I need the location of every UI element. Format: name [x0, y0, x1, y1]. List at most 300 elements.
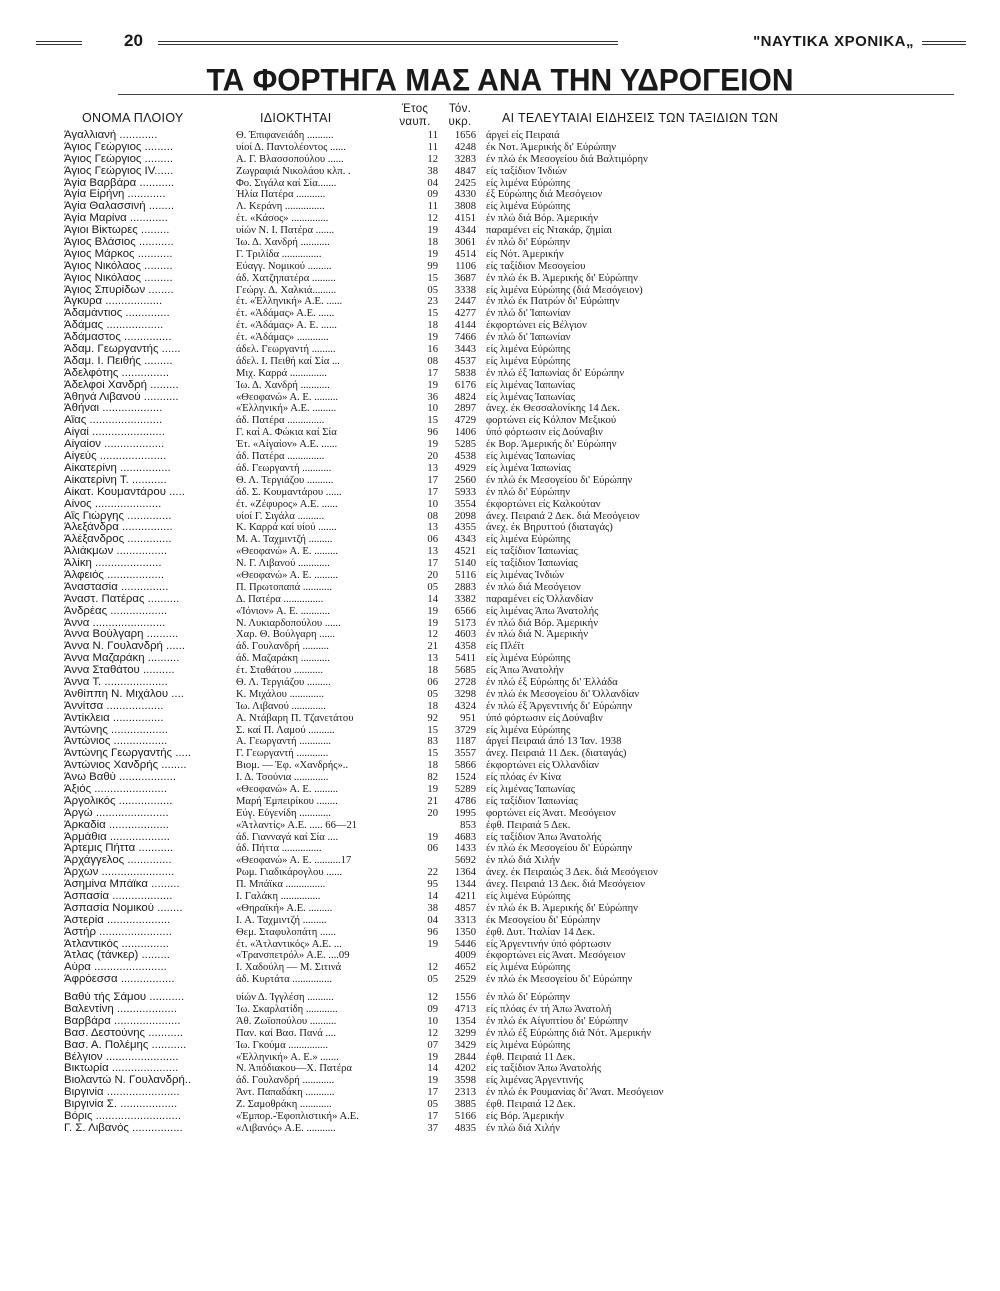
voyage-news: είς λιμένας Άργεντινής: [486, 1075, 584, 1087]
table-row: [0, 713, 1000, 725]
year-built: 15: [427, 415, 438, 427]
table-row: [0, 427, 1000, 439]
year-built: 14: [427, 891, 438, 902]
table-row: [0, 273, 1000, 285]
page-title: ΤΑ ΦΟΡΤΗΓΑ ΜΑΣ ΑΝΑ ΤΗΝ ΥΔΡΟΓΕΙΟΝ: [206, 63, 794, 98]
owners: υίών Ν. Ι. Πατέρα .......: [236, 225, 335, 237]
ship-name: Άντώνιος Χανδρής ........: [64, 760, 187, 772]
ship-name: Άγιος Γεώργιος IV......: [64, 165, 174, 177]
voyage-news: έν πλώ έκ Μεσογείου δι' Εύρώπην: [486, 843, 633, 855]
voyage-news: έν πλώ διά Μεσόγειον: [486, 581, 581, 593]
ship-name: Άρχάγγελος ..............: [64, 855, 172, 867]
voyage-news: έν πλώ έκ Μεσογείου δι' Εύρώπην: [486, 974, 633, 986]
header-rule-middle: [158, 41, 618, 45]
table-row: [0, 1016, 1000, 1028]
year-built: 19: [427, 332, 438, 344]
ship-name: Βιργινία .......................: [64, 1087, 180, 1099]
owners: «Έλληνική» Α.Ε. .........: [236, 403, 337, 415]
ship-name: Άγιος Νικόλαος .........: [64, 272, 173, 284]
table-row: [0, 380, 1000, 392]
voyage-news: έν πλώ διά Χιλήν: [486, 855, 560, 867]
ship-name: Άσπασία ...................: [64, 891, 173, 902]
year-built: 82: [427, 772, 438, 784]
owners: Παν. καί Βασ. Πανά ....: [236, 1027, 336, 1039]
ship-name: Άννα Τ. ....................: [64, 676, 168, 688]
owners: Π. Μπάϊκα ...............: [236, 879, 326, 891]
ship-name: Άστερία ....................: [64, 914, 171, 926]
tonnage: 4343: [454, 534, 476, 546]
year-built: 14: [427, 1063, 438, 1075]
tonnage: 951: [460, 712, 476, 724]
voyage-news: έν πλώ έκ Β. Άμερικής δι' Εύρώπην: [486, 272, 638, 284]
table-row: [0, 992, 1000, 1004]
ship-name: Άγιος Σπυρίδων ........: [64, 284, 174, 296]
owners: Χαρ. Θ. Βούλγαρη ......: [236, 629, 336, 641]
year-built: 13: [427, 522, 438, 534]
ship-name: Άδαμ. Γεωργαντής ......: [64, 344, 181, 356]
table-row: [0, 201, 1000, 213]
owners: «Λιβανός» Α.Ε. ...........: [236, 1122, 336, 1134]
voyage-news: έν πλώ δι' Ίαπωνίαν: [486, 332, 571, 344]
year-built: 19: [427, 938, 438, 950]
owners: «Τρανσπετρόλ» Α.Ε. ....09: [236, 950, 350, 962]
owners: Κ. Καρρά καί υίού .......: [236, 522, 337, 534]
voyage-news: έν πλώ δι' Εύρώπην: [486, 486, 571, 498]
year-built: 17: [427, 367, 438, 379]
ship-name: Άλφειός ..................: [64, 569, 165, 581]
tonnage: 4344: [454, 225, 476, 237]
voyage-news: είς Βόρ. Άμερικήν: [486, 1111, 565, 1123]
owners: άδ. Πατέρα ..............: [236, 415, 325, 427]
tonnage: 3808: [454, 201, 476, 213]
table-row: [0, 1087, 1000, 1099]
voyage-news: έν πλώ δι' Εύρώπην: [486, 237, 571, 249]
year-built: 95: [427, 879, 438, 891]
ship-name: Άργώ .......................: [64, 807, 169, 819]
year-built: 19: [427, 439, 438, 451]
table-row: [0, 950, 1000, 962]
year-built: 08: [427, 510, 438, 522]
table-row: [0, 344, 1000, 356]
table-row: [0, 356, 1000, 368]
voyage-news: άνεχ. έκ Πειραιώς 3 Δεκ. διά Μεσόγειον: [486, 867, 658, 879]
voyage-news: έν πλώ διά Ν. Άμερικήν: [486, 629, 588, 641]
table-row: [0, 629, 1000, 641]
tonnage: 1556: [454, 992, 476, 1004]
tonnage: 5933: [454, 486, 476, 498]
year-built: 09: [427, 189, 438, 201]
year-built: 19: [427, 225, 438, 237]
owners: άδελ. Γεωργαντή .........: [236, 344, 336, 356]
table-row: [0, 439, 1000, 451]
voyage-news: είς Άπω Άνατολήν: [486, 665, 564, 677]
table-row: [0, 725, 1000, 737]
year-built: 17: [427, 558, 438, 570]
voyage-news: έκ Βορ. Άμερικής δι' Εύρώπην: [486, 439, 617, 451]
ship-name: Αΐας .......................: [64, 415, 163, 427]
owners: Γεώργ. Δ. Χαλκιά.........: [236, 284, 337, 296]
tonnage: 4324: [454, 700, 476, 712]
tonnage: 5692: [454, 855, 476, 867]
year-built: 15: [427, 724, 438, 736]
owners: έτ. «Άδάμας» ............: [236, 332, 329, 344]
tonnage: 4355: [454, 522, 476, 534]
tonnage: 5838: [454, 367, 476, 379]
table-row: [0, 653, 1000, 665]
ship-name: Άγκυρα ..................: [64, 296, 163, 308]
tonnage: 1187: [455, 736, 476, 748]
tonnage: 2728: [454, 676, 476, 688]
ship-name: Αίνος .....................: [64, 498, 162, 510]
ship-name: Άστήρ .......................: [64, 926, 172, 938]
year-built: 19: [427, 1051, 438, 1063]
tonnage: 1354: [454, 1015, 476, 1027]
voyage-news: άνεχ. έκ Θεσσαλονίκης 14 Δεκ.: [486, 403, 620, 415]
owners: «Θεοφανώ» Α. Ε. .........: [236, 546, 339, 558]
year-built: 92: [427, 712, 438, 724]
year-built: 96: [427, 926, 438, 938]
table-row: [0, 225, 1000, 237]
ship-name: Αΐς Γιώργης ..............: [64, 510, 172, 522]
column-header-year-line2: ναυπ.: [399, 116, 431, 128]
owners: «Θηραϊκή» Α.Ε. .........: [236, 902, 333, 914]
year-built: 18: [427, 237, 438, 249]
voyage-news: έν πλώ έξ Εύρώπης διά Νότ. Άμερικήν: [486, 1027, 652, 1039]
owners: Άθ. Ζωϊοπούλου ..........: [236, 1015, 337, 1027]
ship-name: Αίγαί .......................: [64, 427, 165, 439]
tonnage: 6566: [454, 605, 476, 617]
owners: Άντ. Παπαδάκη ...........: [236, 1087, 335, 1099]
voyage-news: έν πλώ έκ Μεσογείου διά Βαλτιμόρην: [486, 153, 648, 165]
owners: Α. Γ. Βλασσοπούλου ......: [236, 153, 344, 165]
ship-name: Άλίκη .....................: [64, 558, 162, 570]
tonnage: 1364: [454, 867, 476, 879]
owners: Γ. Τριλίδα ...............: [236, 248, 322, 260]
table-row: [0, 867, 1000, 879]
owners: Ίω. Γκούμα ...............: [236, 1039, 329, 1051]
voyage-news: είς ταξίδιον Άπω Άνατολής: [486, 831, 602, 843]
tonnage: 4713: [454, 1004, 476, 1016]
owners: Ι. Γαλάκη ...............: [236, 891, 321, 902]
owners: Μαρή Έμπειρίκου ........: [236, 795, 338, 807]
year-built: 11: [427, 130, 438, 141]
voyage-news: έφθ. Πειραιά 12 Δεκ.: [486, 1099, 576, 1111]
voyage-news: είς ταξίδιον Μεσογείου: [486, 260, 586, 272]
voyage-news: έν πλώ έκ Μεσογείου δι' Όλλανδίαν: [486, 688, 640, 700]
table-row: [0, 511, 1000, 523]
tonnage: 5140: [454, 558, 476, 570]
tonnage: 1344: [454, 879, 476, 891]
owners: Λ. Κεράνη ...............: [236, 201, 325, 213]
table-row: [0, 166, 1000, 178]
voyage-news: έκ Νοτ. Άμερικής δι' Εύρώπην: [486, 141, 617, 153]
tonnage: 4009: [454, 950, 476, 962]
table-row: [0, 475, 1000, 487]
tonnage: 3443: [454, 344, 476, 356]
owners: «Θεοφανώ» Α. Ε. .........: [236, 783, 339, 795]
owners: Εύαγγ. Νομικού .........: [236, 260, 332, 272]
year-built: 07: [427, 1039, 438, 1051]
tonnage: 3554: [454, 498, 476, 510]
table-row: [0, 249, 1000, 261]
voyage-news: έν πλώ έξ Άργεντινής δι' Εύρώπην: [486, 700, 633, 712]
tonnage: 4151: [454, 213, 476, 225]
table-row: [0, 308, 1000, 320]
table-row: [0, 974, 1000, 986]
tonnage: 4824: [454, 391, 476, 403]
ship-name: Βικτωρία .....................: [64, 1063, 179, 1075]
tonnage: 2425: [454, 177, 476, 189]
ship-name: Αίγαίον ...................: [64, 439, 165, 451]
ship-name: Άθηνά Λιβανού ...........: [64, 391, 179, 403]
voyage-news: έν πλώ έκ Μεσογείου δι' Εύρώπην: [486, 474, 633, 486]
ship-name: Άξιός .......................: [64, 783, 168, 795]
owners: άδ. Πατέρα ..............: [236, 451, 325, 463]
voyage-news: είς πλόας έν τή Άπω Άνατολή: [486, 1004, 612, 1016]
owners: άδ. Γουλανδρή ..........: [236, 641, 329, 653]
tonnage: 4683: [454, 831, 476, 843]
year-built: 12: [427, 213, 438, 225]
ship-name: Άννα Σταθάτου ..........: [64, 665, 175, 677]
table-row: [0, 189, 1000, 201]
year-built: 83: [427, 736, 438, 748]
table-row: [0, 522, 1000, 534]
table-row: [0, 142, 1000, 154]
owners: Α. Ντάβαρη Π. Τζανετάτου: [236, 712, 354, 724]
table-row: [0, 463, 1000, 475]
owners: Δ. Πατέρα ...............: [236, 593, 324, 605]
year-built: 15: [427, 272, 438, 284]
tonnage: 3313: [454, 914, 476, 926]
owners: Ν. Λυκιαρδοπούλου ......: [236, 617, 341, 629]
table-row: [0, 178, 1000, 190]
table-row: [0, 499, 1000, 511]
ship-name: Αίκατερίνη Τ. ...........: [64, 474, 167, 486]
table-row: [0, 332, 1000, 344]
owners: έτ. «Άδάμας» Α. Ε. ......: [236, 320, 337, 332]
tonnage: 4514: [454, 248, 476, 260]
year-built: 20: [427, 569, 438, 581]
year-built: 12: [427, 992, 438, 1004]
year-built: 17: [427, 474, 438, 486]
year-built: 96: [427, 427, 438, 439]
owners: Ίω. Σκαρλατίδη ............: [236, 1004, 338, 1016]
ship-name: Άτλας (τάνκερ) .........: [64, 950, 170, 962]
voyage-news: έκφορτώνει είς Καλκούταν: [486, 498, 601, 510]
table-row: [0, 451, 1000, 463]
tonnage: 4652: [454, 962, 476, 974]
table-row: [0, 915, 1000, 927]
table-row: [0, 368, 1000, 380]
owners: Ίω. Δ. Χανδρή ...........: [236, 237, 330, 249]
owners: Α. Γεωργαντή ............: [236, 736, 332, 748]
table-row: [0, 1099, 1000, 1111]
voyage-news: είς λιμένα Εύρώπης: [486, 201, 571, 213]
voyage-news: είς ταξίδιον Ίαπωνίας: [486, 546, 578, 558]
owners: Ν. Άπόδιακου—Χ. Πατέρα: [236, 1063, 352, 1075]
tonnage: 5173: [454, 617, 476, 629]
year-built: 12: [427, 629, 438, 641]
tonnage: 4786: [454, 795, 476, 807]
table-row: [0, 760, 1000, 772]
ship-name: Άρμάθια ...................: [64, 831, 170, 843]
ship-name: Βασ. Δεστούνης ...........: [64, 1027, 184, 1039]
tonnage: 7466: [454, 332, 476, 344]
owners: άδ. Μαζαράκη ...........: [236, 653, 330, 665]
table-row: [0, 701, 1000, 713]
year-built: 06: [427, 843, 438, 855]
voyage-news: είς πλόας έν Κίνα: [486, 772, 562, 784]
owners: υίών Δ. Ίγγλέση ..........: [236, 992, 334, 1004]
owners: υίοί Γ. Σιγάλα ..........: [236, 510, 325, 522]
year-built: 16: [427, 344, 438, 356]
table-row: [0, 784, 1000, 796]
table-row: [0, 843, 1000, 855]
ship-name: Άλιάκμων ................: [64, 546, 168, 558]
tonnage: 4847: [454, 165, 476, 177]
tonnage: 6176: [454, 379, 476, 391]
table-row: [0, 962, 1000, 974]
ship-name: Αύρα .......................: [64, 962, 167, 974]
year-built: 18: [427, 665, 438, 677]
voyage-news: έν πλώ δι' Ίαπωνίαν: [486, 308, 571, 320]
year-built: 12: [427, 1027, 438, 1039]
voyage-news: είς λιμένα Εύρώπης: [486, 1039, 571, 1051]
voyage-news: άργεί είς Πειραιά: [486, 130, 560, 141]
table-row: [0, 618, 1000, 630]
year-built: 10: [427, 403, 438, 415]
table-row: [0, 546, 1000, 558]
year-built: 36: [427, 391, 438, 403]
voyage-news: έξ Εύρώπης διά Μεσόγειον: [486, 189, 603, 201]
table-row: [0, 534, 1000, 546]
year-built: 21: [427, 795, 438, 807]
ship-name: Άσπασία Νομικού ........: [64, 902, 183, 914]
column-header-owners: ΙΔΙΟΚΤΗΤΑΙ: [260, 111, 332, 125]
ship-name: Άγιοι Βίκτωρες .........: [64, 225, 170, 237]
tonnage: 4857: [454, 902, 476, 914]
table-row: [0, 748, 1000, 760]
year-built: 15: [427, 308, 438, 320]
table-row: [0, 237, 1000, 249]
tonnage: 3429: [454, 1039, 476, 1051]
tonnage: 5116: [455, 569, 476, 581]
voyage-news: είς λιμένα Εύρώπης: [486, 724, 571, 736]
tonnage: 5166: [454, 1111, 476, 1123]
voyage-news: άνεχ. Πειραιά 13 Δεκ. διά Μεσόγειον: [486, 879, 645, 891]
owners: έτ. «Άτλαντικός» Α.Ε. ...: [236, 938, 342, 950]
ship-name: Άλεξάνδρα ................: [64, 522, 173, 534]
voyage-news: έν πλώ διά Βόρ. Άμερικήν: [486, 213, 598, 225]
tonnage: 4144: [454, 320, 476, 332]
year-built: 37: [427, 1122, 438, 1134]
owners: Ν. Γ. Λιβανού ............: [236, 558, 330, 570]
table-row: [0, 130, 1000, 142]
year-built: 06: [427, 676, 438, 688]
voyage-news: είς λιμένας Ίαπωνίας: [486, 379, 575, 391]
table-row: [0, 392, 1000, 404]
owners: Θ. Λ. Τεργιάζου .........: [236, 676, 331, 688]
table-row: [0, 558, 1000, 570]
table-row: [0, 320, 1000, 332]
ship-name: Άδελφοί Χανδρή .........: [64, 379, 179, 391]
owners: Θ. Έπιφανειάδη ..........: [236, 130, 334, 141]
ship-name: Άντώνης Γεωργαντής .....: [64, 748, 192, 760]
voyage-news: φορτώνει είς Άνατ. Μεσόγειον: [486, 807, 616, 819]
voyage-news: έκφορτώνει είς Βέλγιον: [486, 320, 587, 332]
year-built: 18: [427, 320, 438, 332]
tonnage: 3729: [454, 724, 476, 736]
year-built: 06: [427, 534, 438, 546]
table-row: [0, 213, 1000, 225]
tonnage: 3283: [454, 153, 476, 165]
table-row: [0, 1040, 1000, 1052]
tonnage: 1350: [454, 926, 476, 938]
tonnage: 5289: [454, 783, 476, 795]
column-header-tons-line2: υκρ.: [448, 116, 472, 128]
voyage-news: είς ταξίδιον Ίαπωνίας: [486, 795, 578, 807]
tonnage: 5285: [454, 439, 476, 451]
owners: «Θεοφανώ» Α. Ε. .........: [236, 569, 339, 581]
year-built: 10: [427, 1015, 438, 1027]
owners: Σ. καί Π. Λαμού ..........: [236, 724, 335, 736]
tonnage: 4603: [454, 629, 476, 641]
ship-name: Βιολαντώ Ν. Γουλανδρή..: [64, 1075, 192, 1087]
owners: Γ. Γεωργαντή ............: [236, 748, 329, 760]
owners: Ίω. Δ. Χανδρή ...........: [236, 379, 330, 391]
voyage-news: έν πλώ έξ Ίαπωνίας δι' Εύρώπην: [486, 367, 625, 379]
ship-name: Άγία Μαρίνα ............: [64, 213, 168, 225]
voyage-news: έν πλώ έκ Ρουμανίας δι' Άνατ. Μεσόγειον: [486, 1087, 664, 1099]
tonnage: 4248: [454, 141, 476, 153]
ship-name: Άννα Βούλγαρη ..........: [64, 629, 179, 641]
year-built: 19: [427, 783, 438, 795]
owners: Κ. Μιχάλου .............: [236, 688, 324, 700]
tonnage: 4729: [454, 415, 476, 427]
ship-name: Άντίκλεια ................: [64, 712, 164, 724]
year-built: 11: [427, 201, 438, 213]
ship-name: Άγαλλιανή ............: [64, 130, 158, 141]
ship-name: Άρκαδία ...................: [64, 819, 169, 831]
year-built: 23: [427, 296, 438, 308]
year-built: 19: [427, 248, 438, 260]
tonnage: 4358: [454, 641, 476, 653]
year-built: 18: [427, 700, 438, 712]
table-row: [0, 832, 1000, 844]
year-built: 38: [427, 902, 438, 914]
ship-name: Άννα Ν. Γουλανδρή ......: [64, 641, 186, 653]
column-header-tons-line1: Τόν.: [448, 103, 472, 115]
owners: Ρωμ. Γιαδικάρογλου ......: [236, 867, 343, 879]
year-built: 20: [427, 807, 438, 819]
ship-name: Γ. Σ. Λιβανός ................: [64, 1122, 183, 1134]
voyage-news: είς Άργεντινήν ύπό φόρτωσιν: [486, 938, 611, 950]
ship-name: Άρτεμις Πήττα ...........: [64, 843, 174, 855]
tonnage: 4211: [455, 891, 476, 902]
ship-name: Άλέξανδρος ..............: [64, 534, 172, 546]
voyage-news: έφθ. Πειραιά 11 Δεκ.: [486, 1051, 576, 1063]
tonnage: 3598: [454, 1075, 476, 1087]
tonnage: 2883: [454, 581, 476, 593]
ship-name: Άρχων .......................: [64, 867, 175, 879]
year-built: 99: [427, 260, 438, 272]
owners: άδ. Χατζηπατέρα .........: [236, 272, 336, 284]
tonnage: 2098: [454, 510, 476, 522]
year-built: 04: [427, 177, 438, 189]
voyage-news: είς Πλέϊτ: [486, 641, 525, 653]
ship-name: Άγιος Βλάσιος ...........: [64, 237, 174, 249]
year-built: 05: [427, 1099, 438, 1111]
